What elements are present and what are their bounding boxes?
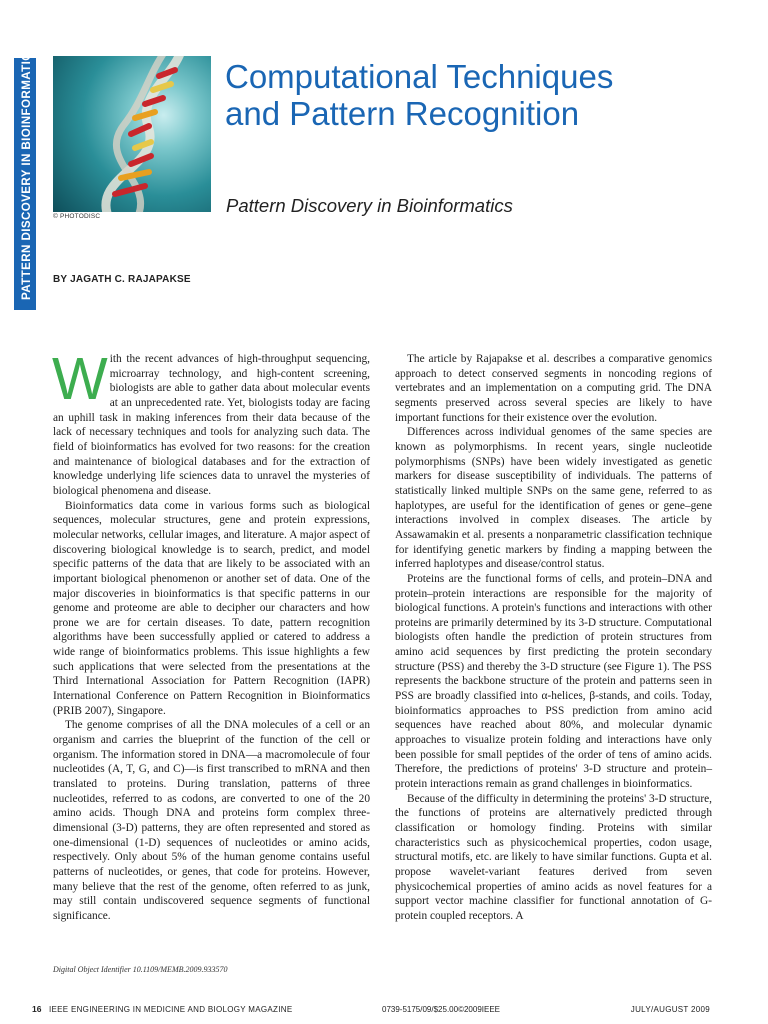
paragraph: The genome comprises of all the DNA molecules of a cell or an organism and carries the blueprint of the function of the cell or organism. The information stored in DNA—a macromolecule of four nucleotides (A, T, G, and C)—is first transcribed to mRNA and then translated to proteins. During translation, patterns of three nucleotides, referred to as codons, are converted to one of the 20 amino acids. Though DNA and proteins form complex three-dimensional (3-D) patterns, they are often represented and stored as one-dimensional (1-D) sequences of nucleotides or amino acids, respectively. Only about 5% of the human genome contains useful patterns of nucleotides, or genes, that code for proteins. However, many believe that the rest of the genome, often referred to as junk, may still contain undiscovered sequence segments of functional significance.: [53, 719, 370, 922]
dna-helix-icon: [53, 56, 211, 212]
title-line-1: Computational Techniques: [225, 58, 614, 95]
right-text-column: [395, 352, 712, 924]
section-sidebar-label: PATTERN DISCOVERY IN BIOINFORMATICS: [20, 43, 33, 300]
doi-line: Digital Object Identifier 10.1109/MEMB.2009.933570: [53, 965, 228, 974]
dna-helix-image: [53, 56, 211, 212]
paragraph: Differences across individual genomes of the same species are known as polymorphisms. In recent years, single nucleotide polymorphisms (SNPs) have been widely investigated as genetic markers for disease susceptibility of individuals. The patterns of statistically linked multiple SNPs on the same gene, referred to as haplotypes, are useful for the identification of genes or gene–gene interactions involved in complex diseases. The article by Assawamakin et al. presents a nonparametric classification technique for identifying genetic markers by finding a mapping between the inferred haplotypes and disease/control status.: [395, 426, 712, 571]
section-sidebar-band: [14, 43, 36, 310]
author-byline: BY JAGATH C. RAJAPAKSE: [53, 274, 191, 285]
paragraph: Proteins are the functional forms of cells, and protein–DNA and protein–protein interactions are responsible for the majority of biological functions. A protein's functions and interactions with other proteins are primarily determined by its 3-D structure. Computational biologists often handle the prediction of protein structures from amino acid sequences by first predicting the protein secondary structure (PSS) and thereby the 3-D structure (see Figure 1). The PSS represents the backbone structure of the protein and patterns seen in PSS are broadly classified into α-helices, β-stands, and coils. Today, bioinformatics approaches to PSS prediction from amino acid sequences have reached about 80%, and molecular dynamic approaches to visualize protein folding and interactions have only been possible for small peptides of the order of tens of amino acids. Therefore, the predictions of proteins' 3-D structure and protein–protein interactions remain as grand challenges in bioinformatics.: [395, 572, 712, 791]
drop-cap: W: [52, 346, 108, 412]
issn-line: 0739-5175/09/$25.00©2009IEEE: [382, 1005, 500, 1014]
page-footer: [0, 1002, 768, 1018]
paragraph: Because of the difficulty in determining the proteins' 3-D structure, the functions of proteins are alternatively predicted through classification or homology finding. Proteins with similar characteristics such as physicochemical properties, codon usage, structural motifs, etc. are likely to have similar functions. Gupta et al. propose wavelet-variant features derived from seven physicochemical properties of amino acids as novel features for a support vector machine classifier for functional annotation of G-protein coupled receptors. A: [395, 792, 712, 922]
paragraph-text: ith the recent advances of high-throughput sequencing, microarray technology, and high-content screening, biologists are able to gather data about molecular events at an unprecedented rate. Yet, biologists today are facing an uphill task in making inferences from their data because of the lack of necessary techniques and tools for analyzing such data. The field of bioinformatics has evolved for two reasons: for the creation and maintenance of biological databases and for the extraction of knowledge underlying life sciences data to unravel the mysteries of biological phenomena and disease.: [53, 353, 370, 497]
paragraph: [52, 346, 370, 499]
paragraph: The article by Rajapakse et al. describes a comparative genomics approach to detect conserved segments in noncoding regions of vertebrates and an implementation on a computing grid. The DNA segments preserved across several species are likely to have important functions for their existence over the evolution.: [395, 353, 712, 424]
article-title: [225, 58, 745, 132]
photo-credit: © PHOTODISC: [53, 213, 101, 220]
paragraph: Bioinformatics data come in various forms such as biological sequences, molecular structures, gene and protein expressions, molecular networks, cellular images, and literature. A major aspect of discovering biological knowledge is to search, predict, and model specific patterns of the data that are likely to be associated with an important biological phenomenon or another set of data. One of the major discoveries in bioinformatics is that specific patterns in our genome and proteome are able to decipher our characters and how prone we are for certain diseases. To date, pattern recognition algorithms have been successfully applied or catered to address a wide range of bioinformatics problems. This issue highlights a few such applications that were selected from the presentations at the Third International Association for Pattern Recognition (IAPR) International Conference on Pattern Recognition in Bioinformatics (PRIB 2007), Singapore.: [53, 499, 370, 717]
issue-date: JULY/AUGUST 2009: [630, 1005, 710, 1014]
article-subtitle: Pattern Discovery in Bioinformatics: [226, 195, 513, 216]
left-text-column: [52, 346, 370, 924]
page-number: 16: [32, 1004, 42, 1014]
title-line-2: and Pattern Recognition: [225, 95, 580, 132]
magazine-name: IEEE ENGINEERING IN MEDICINE AND BIOLOGY MAGAZINE: [49, 1005, 293, 1014]
